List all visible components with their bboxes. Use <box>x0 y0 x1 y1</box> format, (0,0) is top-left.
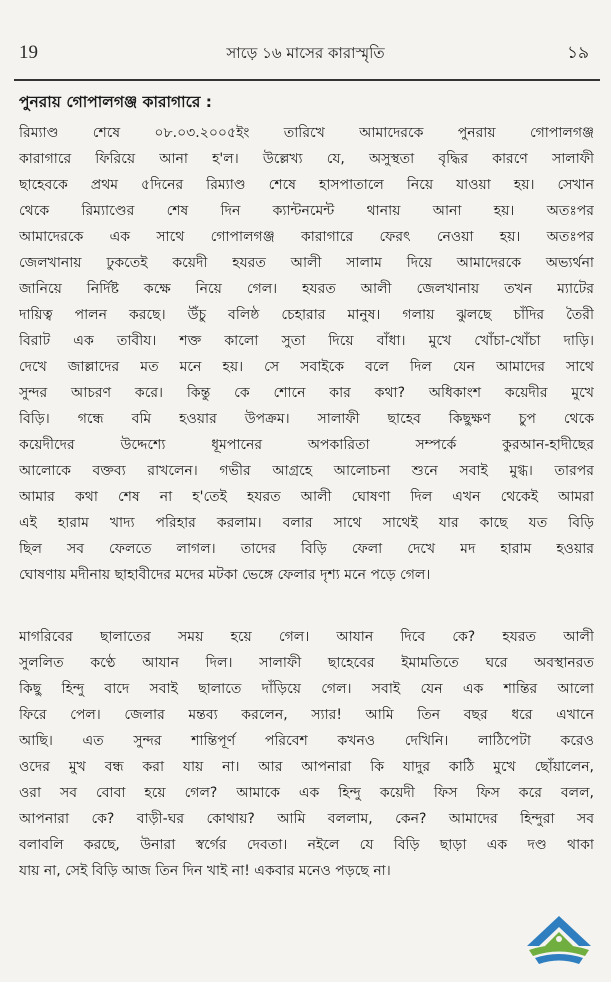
text-line: দেখে জাল্লাদের মত মনে হয়। সে সবাইকে বলে দিল যেন আমাদের সাথে <box>19 359 594 375</box>
text-line: জানিয়ে নির্দিষ্ট কক্ষে নিয়ে গেল। হযরত আলী জেলখানায় তখন ম্যাটের <box>19 281 594 297</box>
text-line: রিম্যাণ্ড শেষে ০৮.০৩.২০০৫ইং তারিখে আমাদেরকে পুনরায় গোপালগঞ্জ <box>19 125 594 141</box>
text-line: আছি। এত সুন্দর শান্তিপূর্ণ পরিবেশ কখনও দেখিনি। লাঠিপেটা করেও <box>19 733 594 749</box>
running-header <box>0 36 611 76</box>
text-line: ঘোষণায় মদীনায় ছাহাবীদের মদের মটকা ভেঙ্গে ফেলার দৃশ্য মনে পড়ে গেল। <box>19 567 431 583</box>
text-line: বিরাট এক তাবীয। শক্ত কালো সুতা দিয়ে বাঁধা। মুখে খোঁচা-খোঁচা দাড়ি। <box>19 333 594 349</box>
text-line: কয়েদীদের উদ্দেশ্যে ধূমপানের অপকারিতা সম্পর্কে কুরআন-হাদীছের <box>19 437 594 453</box>
text-line: আলোকে বক্তব্য রাখলেন। গভীর আগ্রহে আলোচনা শুনে সবাই মুগ্ধ। তারপর <box>19 463 594 479</box>
text-line: বলাবলি করছে, উনারা স্বর্গের দেবতা। নইলে যে বিড়ি ছাড়া এক দণ্ড থাকা <box>19 837 594 853</box>
page-number: ১৯ <box>566 43 589 63</box>
publisher-logo-icon <box>523 912 595 970</box>
text-line: ছাহেবকে প্রথম ৫দিনের রিম্যাণ্ড শেষে হাসপাতালে নিয়ে যাওয়া হয়। সেখান <box>19 177 594 193</box>
text-line: দায়িত্ব পালন করছে। উঁচু বলিষ্ঠ চেহারার মানুষ। গলায় ঝুলছে চাঁদির তৈরী <box>19 307 594 323</box>
text-line: ওরা সব বোবা হয়ে গেল? আমাকে এক হিন্দু কয়েদী ফিস ফিস করে বলল, <box>19 785 594 801</box>
text-line: জেলখানায় ঢুকতেই কয়েদী হযরত আলী সালাম দিয়ে আমাদেরকে অভ্যর্থনা <box>19 255 594 271</box>
text-line: কিছু হিন্দু বাদে সবাই ছালাতে দাঁড়িয়ে গেল। সবাই যেন এক শান্তির আলো <box>19 681 594 697</box>
header-title: সাড়ে ১৬ মাসের কারাস্মৃতি <box>226 44 385 62</box>
text-line: কারাগারে ফিরিয়ে আনা হ'ল। উল্লেখ্য যে, অসুস্থতা বৃদ্ধির কারণে সালাফী <box>19 151 594 167</box>
header-rule <box>14 79 600 81</box>
text-line: মাগরিবের ছালাতের সময় হয়ে গেল। আযান দিবে কে? হযরত আলী <box>19 629 594 645</box>
text-line: সুন্দর আচরণ করে। কিন্তু কে শোনে কার কথা? অধিকাংশ কয়েদীর মুখে <box>19 385 594 401</box>
header-left-number: 19 <box>19 42 38 63</box>
text-line: আপনারা কে? বাড়ী-ঘর কোথায়? আমি বললাম, কেন? আমাদের হিন্দুরা সব <box>19 811 594 827</box>
text-line: ফিরে পেল। জেলার মন্তব্য করলেন, স্যার! আমি তিন বছর ধরে এখানে <box>19 707 594 723</box>
text-line: ছিল সব ফেলতে লাগল। তাদের বিড়ি ফেলা দেখে মদ হারাম হওয়ার <box>19 541 594 557</box>
text-line: থেকে রিম্যাণ্ডের শেষ দিন ক্যান্টনমেন্ট থানায় আনা হয়। অতঃপর <box>19 203 594 219</box>
text-line: আমার কথা শেষ না হ'তেই হযরত আলী ঘোষণা দিল এখন থেকেই আমরা <box>19 489 594 505</box>
text-line: এই হারাম খাদ্য পরিহার করলাম। বলার সাথে সাথেই যার কাছে যত বিড়ি <box>19 515 594 531</box>
text-line: সুললিত কণ্ঠে আযান দিল। সালাফী ছাহেবের ইমামতিতে ঘরে অবস্থানরত <box>19 655 594 671</box>
text-line: বিড়ি। গন্ধে বমি হওয়ার উপক্রম। সালাফী ছাহেব কিছুক্ষণ চুপ থেকে <box>19 411 594 427</box>
section-heading: পুনরায় গোপালগঞ্জ কারাগারে : <box>19 93 212 111</box>
text-line: আমাদেরকে এক সাথে গোপালগঞ্জ কারাগারে ফেরৎ নেওয়া হয়। অতঃপর <box>19 229 594 245</box>
text-line: যায় না, সেই বিড়ি আজ তিন দিন খাই না! একবার মনেও পড়ছে না। <box>19 863 391 879</box>
text-line: ওদের মুখ বন্ধ করা যায় না। আর আপনারা কি যাদুর কাঠি মুখে ছোঁয়ালেন, <box>19 759 594 775</box>
